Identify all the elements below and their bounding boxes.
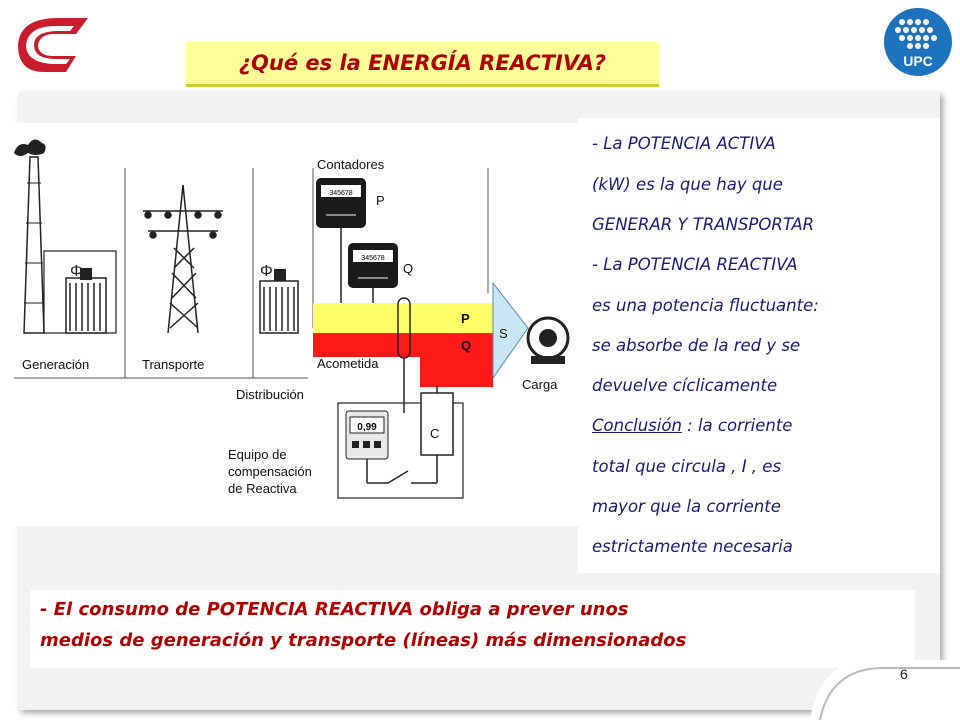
phi-symbol-distribution: Φ xyxy=(260,263,273,280)
text-line: estrictamente necesaria xyxy=(592,537,793,556)
text-line: GENERAR Y TRANSPORTAR xyxy=(592,215,815,234)
conclusion-line xyxy=(592,416,792,435)
bottom-line-2: medios de generación y transporte (líneas) más dimensionados xyxy=(40,630,687,651)
meter-p-icon xyxy=(316,178,366,228)
page-number: 6 xyxy=(900,666,908,682)
meter-p-display: 345678 xyxy=(329,190,353,197)
upc-logo xyxy=(880,4,956,80)
upc-logo-text: UPC xyxy=(903,53,933,69)
text-line: es una potencia fluctuante: xyxy=(592,296,819,315)
label-acometida: Acometida xyxy=(317,356,379,371)
bottom-statement xyxy=(30,590,915,668)
label-band-p: P xyxy=(461,311,470,326)
phi-symbol-generation: Φ xyxy=(70,263,83,280)
label-meter-q: Q xyxy=(403,261,414,276)
power-factor-display: 0,99 xyxy=(357,422,377,433)
power-system-diagram xyxy=(8,123,578,526)
label-band-q: Q xyxy=(461,338,472,353)
text-line: - La POTENCIA ACTIVA xyxy=(592,134,776,153)
slide-title: ¿Qué es la ENERGÍA REACTIVA? xyxy=(238,51,607,75)
text-line: mayor que la corriente xyxy=(592,497,781,516)
label-transporte: Transporte xyxy=(142,357,205,372)
text-line: (kW) es la que hay que xyxy=(592,175,783,194)
power-factor-regulator-icon xyxy=(346,411,388,459)
text-line: total que circula , I , es xyxy=(592,457,782,476)
bottom-line-1: - El consumo de POTENCIA REACTIVA obliga a prever unos xyxy=(40,599,629,620)
title-box xyxy=(186,42,659,87)
label-distribucion: Distribución xyxy=(236,387,304,402)
corner-decoration xyxy=(800,660,960,720)
text-line: devuelve cíclicamente xyxy=(592,376,778,395)
conclusion-label: Conclusión xyxy=(592,416,682,435)
corporate-logo xyxy=(14,14,94,80)
label-c: C xyxy=(430,426,440,441)
generation-plant-icon xyxy=(14,139,116,333)
reactive-power-branch xyxy=(420,357,493,387)
load-motor-icon xyxy=(528,318,568,364)
text-line: - La POTENCIA REACTIVA xyxy=(592,255,798,274)
conclusion-rest: : la corriente xyxy=(681,416,793,435)
label-s: S xyxy=(499,326,508,341)
meter-q-display: 345678 xyxy=(361,255,385,262)
transmission-tower-icon xyxy=(143,185,223,333)
label-equipo-3: de Reactiva xyxy=(228,481,297,496)
text-line: se absorbe de la red y se xyxy=(592,336,801,355)
label-contadores: Contadores xyxy=(317,157,385,172)
label-equipo-2: compensación xyxy=(228,464,312,479)
meter-q-icon xyxy=(348,243,398,288)
explanation-panel xyxy=(578,118,940,573)
capacitor-icon xyxy=(421,385,453,455)
label-meter-p: P xyxy=(376,193,385,208)
label-equipo-1: Equipo de xyxy=(228,447,287,462)
label-carga: Carga xyxy=(522,377,558,392)
label-generacion: Generación xyxy=(22,357,90,372)
